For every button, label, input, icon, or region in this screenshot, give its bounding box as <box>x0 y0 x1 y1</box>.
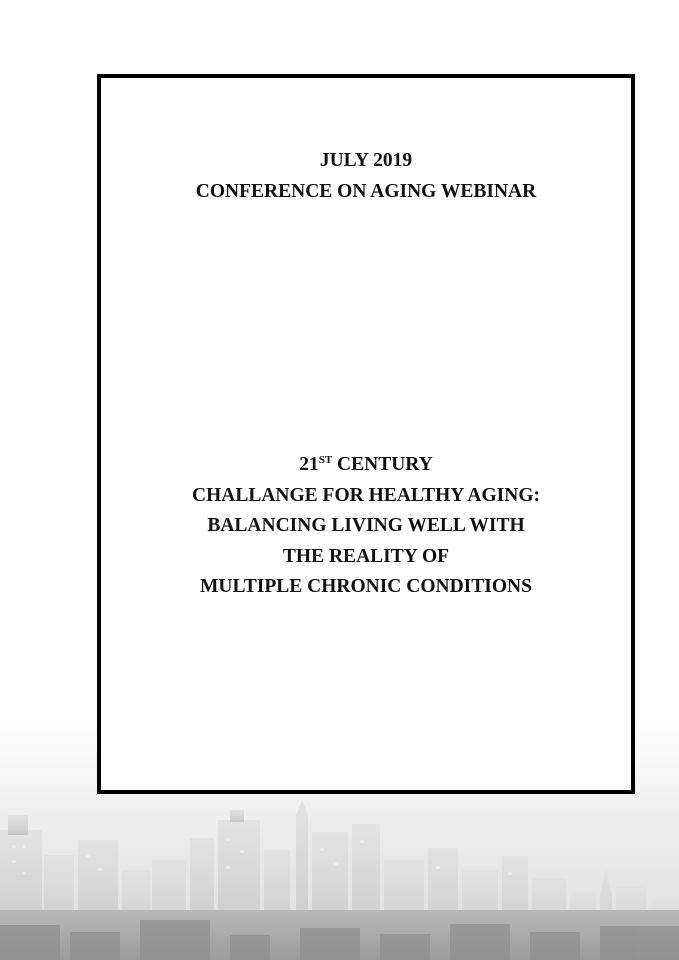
cover-frame <box>97 74 635 794</box>
title-line-2: CHALLANGE FOR HEALTHY AGING: <box>192 484 540 506</box>
title-line-3: BALANCING LIVING WELL WITH <box>207 515 525 536</box>
ordinal-suffix: ST <box>318 454 333 466</box>
document-title <box>101 450 631 603</box>
event-line: CONFERENCE ON AGING WEBINAR <box>195 180 537 202</box>
title-line-5: MULTIPLE CHRONIC CONDITIONS <box>200 576 532 597</box>
century-number: 21 <box>299 454 319 475</box>
date-line: JULY 2019 <box>319 150 413 171</box>
century-word: CENTURY <box>332 454 433 475</box>
title-line-1 <box>101 450 631 481</box>
title-line-4: THE REALITY OF <box>282 545 450 567</box>
header-block <box>101 146 631 207</box>
